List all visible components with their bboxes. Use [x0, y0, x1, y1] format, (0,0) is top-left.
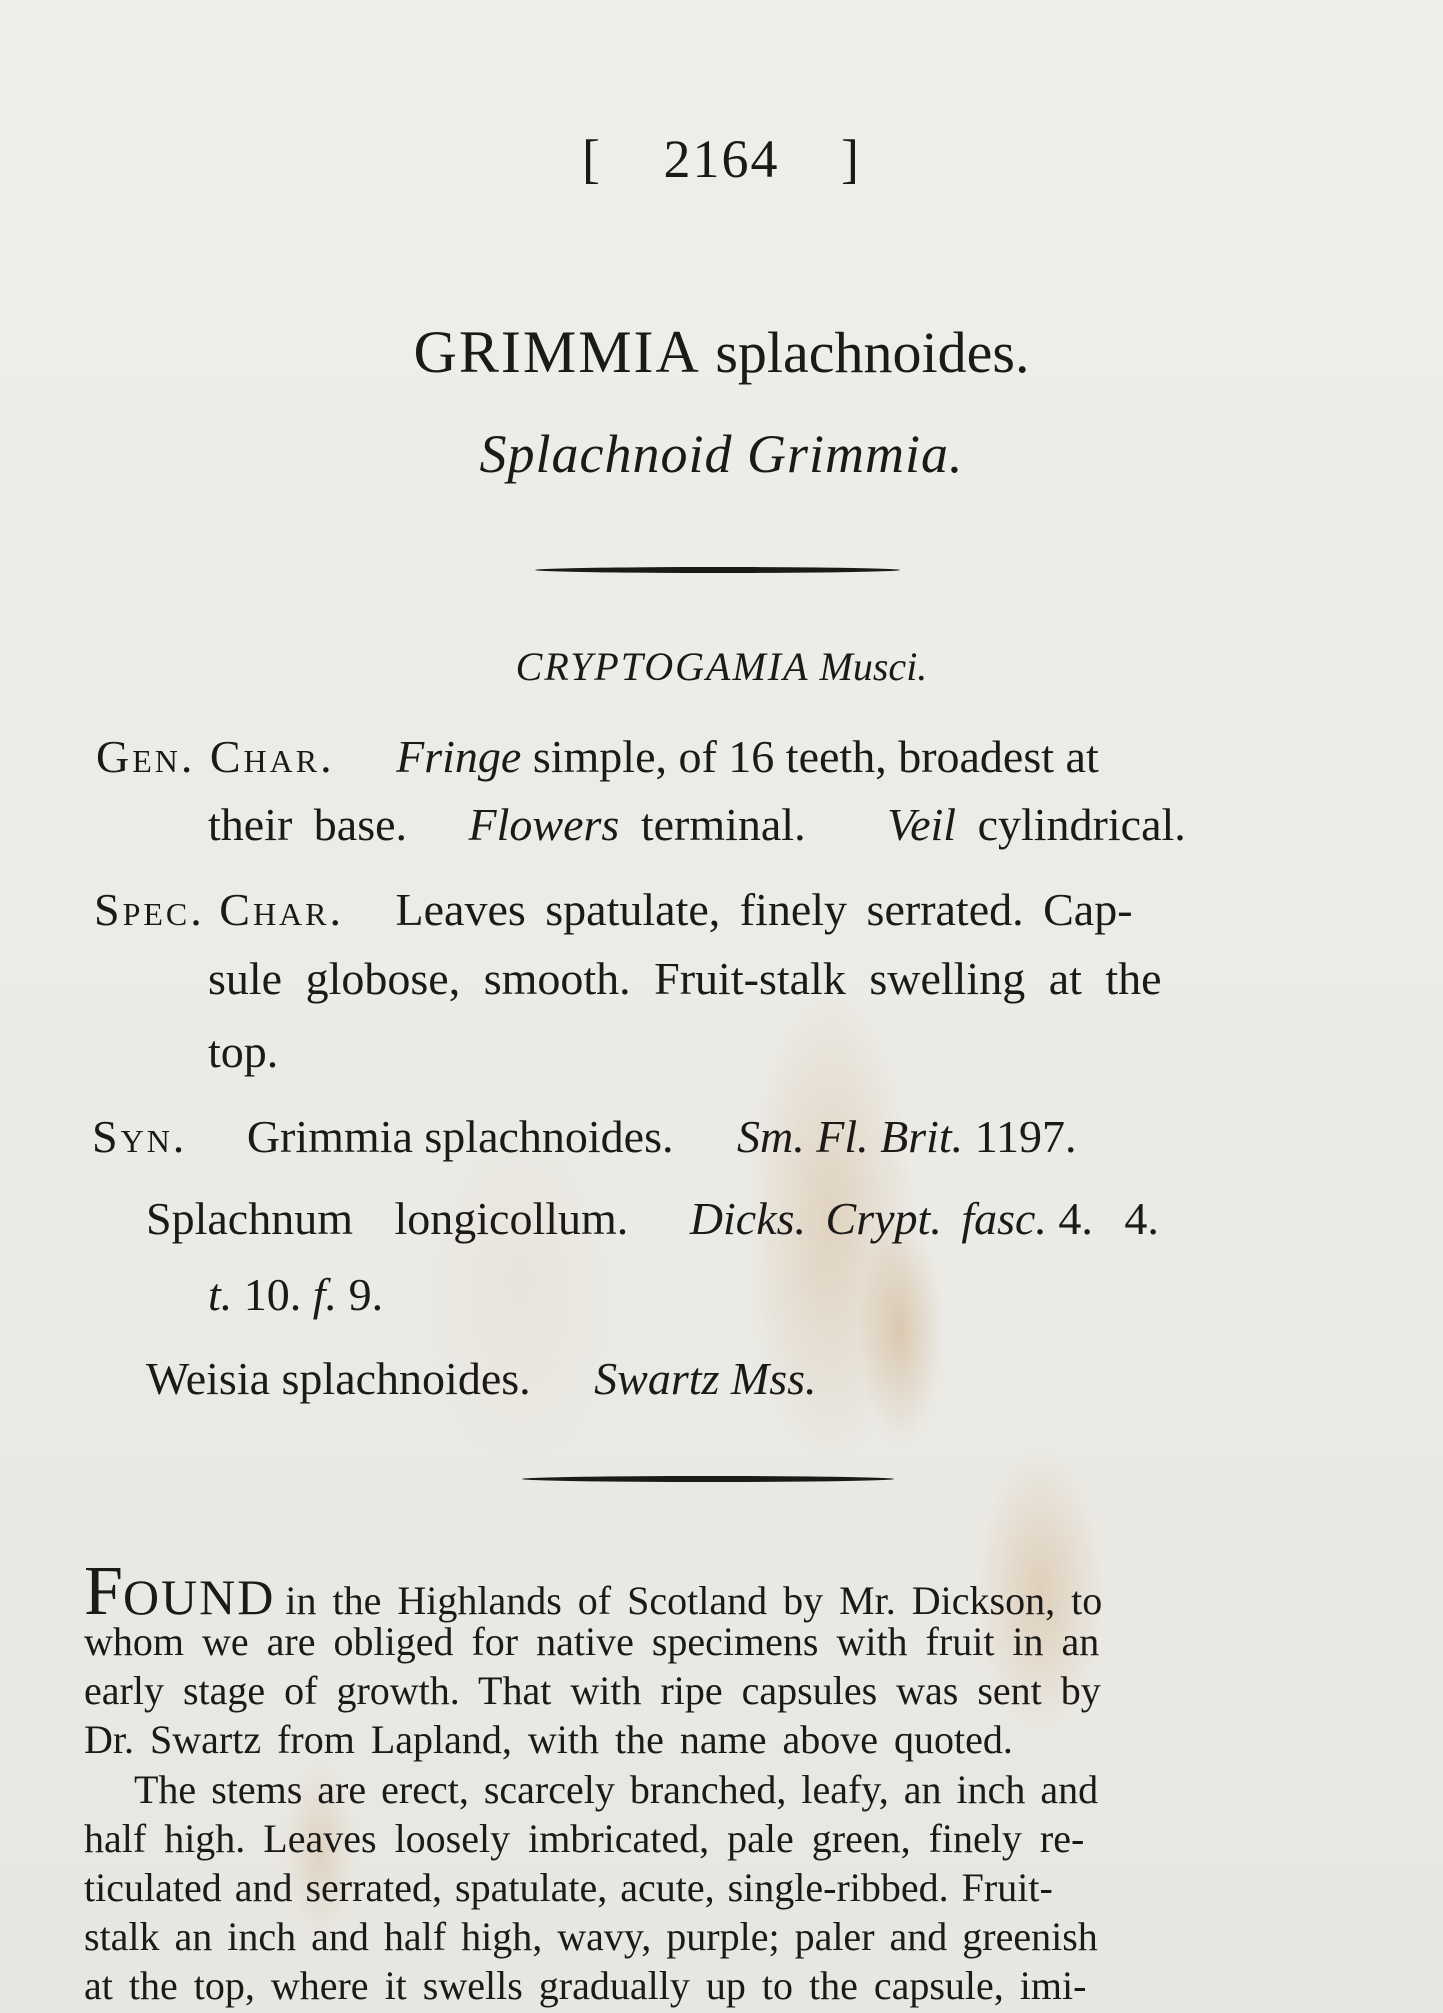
description-line-2: whom we are obliged for native specimens with fruit in an — [84, 1619, 1100, 1664]
syn-ref: Sm. Fl. Brit. — [737, 1111, 964, 1162]
first-word: OUND — [122, 1569, 276, 1625]
gen-char-text: terminal. — [640, 799, 806, 850]
gen-char-label: Gen. Char. — [96, 731, 335, 782]
gen-char-term-veil: Veil — [887, 799, 957, 850]
spec-char-line-3: top. — [208, 1026, 279, 1077]
spec-char-line-2: sule globose, smooth. Fruit-stalk swelling at the — [208, 953, 1162, 1004]
syn-num: 1197. — [974, 1111, 1077, 1162]
syn-ref: Dicks. Crypt. fasc. — [689, 1193, 1047, 1244]
gen-char-term-fringe: Fringe — [396, 731, 522, 782]
gen-char-term-flowers: Flowers — [468, 799, 620, 850]
classification — [0, 643, 1443, 690]
common-name: Splachnoid Grimmia. — [479, 424, 964, 484]
genus-name: GRIMMIA — [413, 319, 701, 385]
syn-name: Grimmia splachnoides. — [246, 1111, 674, 1162]
syn-name: Weisia splachnoides. — [146, 1353, 531, 1404]
syn-label: Syn. — [92, 1111, 188, 1162]
description-line-4: Dr. Swartz from Lapland, with the name above quoted. — [84, 1717, 1013, 1762]
description-line-8: stalk an inch and half high, wavy, purple; paler and greenish — [84, 1914, 1098, 1959]
species-name: splachnoides. — [715, 320, 1030, 385]
synonym-line-1 — [92, 1110, 1076, 1163]
gen-char-text: cylindrical. — [977, 799, 1186, 850]
page-number: [ 2164 ] — [582, 129, 861, 189]
ornamental-rule — [522, 1476, 894, 1482]
syn-ref: t. — [208, 1269, 233, 1320]
description-line-6: half high. Leaves loosely imbricated, pale green, finely re- — [84, 1816, 1085, 1861]
syn-name: Splachnum longicollum. — [146, 1193, 629, 1244]
syn-num: 4. 4. — [1058, 1193, 1159, 1244]
description-line-5: The stems are erect, scarcely branched, leafy, an inch and — [134, 1767, 1099, 1812]
order-name: Musci. — [819, 644, 928, 689]
synonym-line-3 — [146, 1352, 817, 1405]
description-line-9: at the top, where it swells gradually up to the capsule, imi- — [84, 1963, 1087, 2008]
gen-char-line-1 — [96, 730, 1099, 783]
syn-ref: Swartz Mss. — [594, 1353, 817, 1404]
class-name: CRYPTOGAMIA — [515, 644, 810, 689]
description-line-3: early stage of growth. That with ripe capsules was sent by — [84, 1668, 1101, 1713]
gen-char-line-2 — [208, 798, 1186, 851]
page-title — [0, 318, 1443, 387]
ornamental-rule — [535, 567, 900, 573]
syn-num: 9. — [348, 1269, 384, 1320]
spec-char-line-1 — [94, 883, 1133, 936]
syn-ref: f. — [312, 1269, 338, 1320]
synonym-line-2-cont — [208, 1268, 383, 1321]
description-line-7: ticulated and serrated, spatulate, acute, single-ribbed. Fruit- — [84, 1865, 1053, 1910]
syn-num: 10. — [243, 1269, 302, 1320]
description-text: in the Highlands of Scotland by Mr. Dickson, to — [285, 1578, 1103, 1623]
spec-char-label: Spec. Char. — [94, 884, 345, 935]
drop-cap: F — [84, 1553, 123, 1630]
gen-char-text: their base. — [208, 799, 408, 850]
synonym-line-2 — [146, 1192, 1159, 1245]
gen-char-text: simple, of 16 teeth, broadest at — [532, 731, 1099, 782]
spec-char-text: Leaves spatulate, finely serrated. Cap- — [395, 884, 1133, 935]
